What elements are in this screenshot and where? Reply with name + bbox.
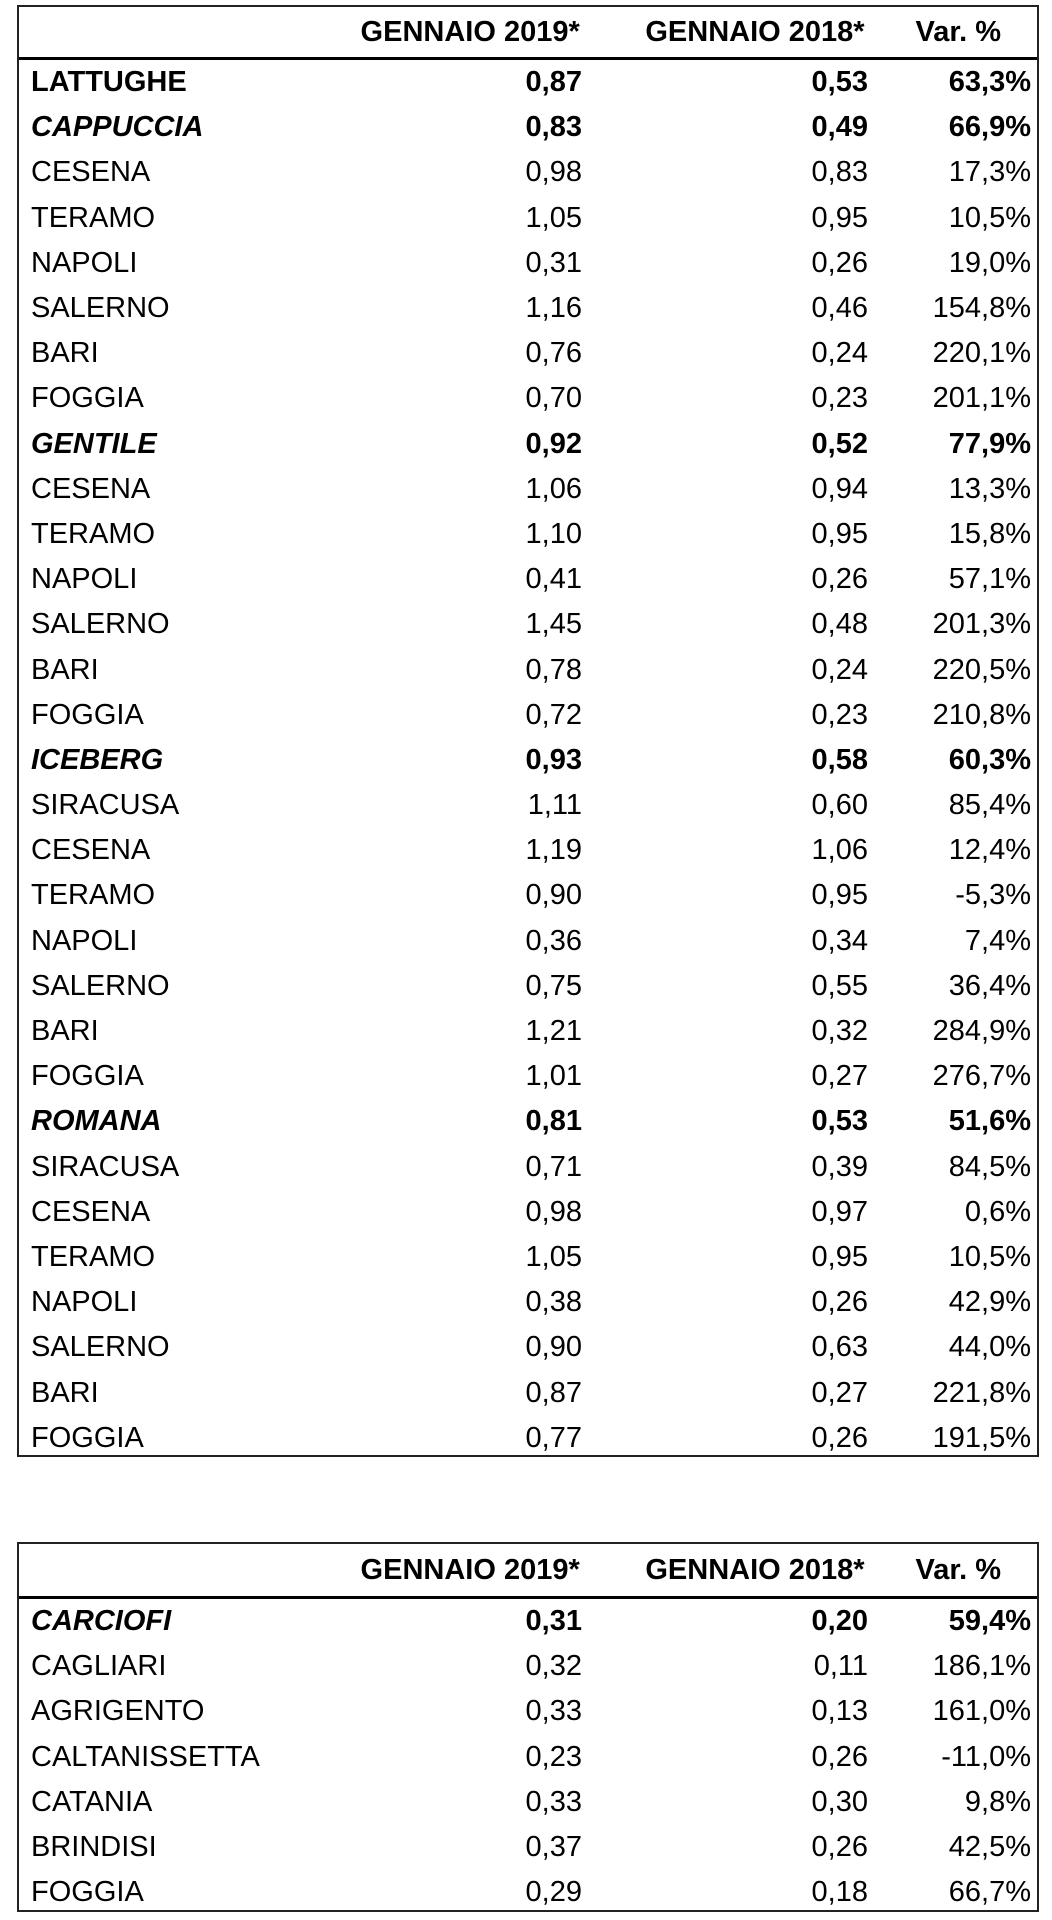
value-2018-cell: 0,34 [811,924,868,957]
var-percent-cell: 51,6% [948,1105,1031,1138]
value-2018-cell: 0,27 [811,1376,868,1409]
var-percent-cell: 221,8% [932,1376,1031,1409]
row-name-cell: SIRACUSA [31,1150,180,1183]
header-gennaio-2018: GENNAIO 2018* [645,1553,865,1586]
row-name-cell: FOGGIA [31,382,144,415]
table-row [19,376,1037,421]
value-2019-cell: 0,38 [525,1286,582,1319]
value-2019-cell: 0,83 [525,111,582,144]
value-2019-cell: 1,05 [525,1240,582,1273]
row-name-cell: FOGGIA [31,1060,144,1093]
var-percent-cell: 161,0% [932,1695,1031,1728]
value-2019-cell: 1,10 [525,517,582,550]
value-2019-cell: 0,76 [525,337,582,370]
var-percent-cell: 10,5% [948,201,1031,234]
var-percent-cell: 201,1% [932,382,1031,415]
value-2018-cell: 0,49 [811,111,868,144]
value-2018-cell: 0,26 [811,1831,868,1864]
value-2019-cell: 1,06 [525,472,582,505]
value-2019-cell: 0,98 [525,156,582,189]
row-name-cell: CAPPUCCIA [31,111,204,144]
value-2018-cell: 0,23 [811,382,868,415]
row-name-cell: NAPOLI [31,924,138,957]
value-2018-cell: 0,26 [811,1740,868,1773]
table-row-category [19,60,1037,105]
value-2019-cell: 1,16 [525,292,582,325]
value-2019-cell: 0,87 [525,66,582,99]
header-gennaio-2019: GENNAIO 2019* [360,1553,580,1586]
value-2018-cell: 0,32 [811,1015,868,1048]
var-percent-cell: 276,7% [932,1060,1031,1093]
table-row [19,693,1037,738]
value-2019-cell: 1,45 [525,608,582,641]
row-name-cell: SALERNO [31,608,170,641]
value-2018-cell: 0,18 [811,1876,868,1909]
value-2019-cell: 0,36 [525,924,582,957]
row-name-cell: CAGLIARI [31,1650,167,1683]
value-2019-cell: 0,72 [525,698,582,731]
table-row [19,828,1037,873]
value-2018-cell: 0,30 [811,1785,868,1818]
row-name-cell: CARCIOFI [31,1605,172,1638]
value-2018-cell: 0,24 [811,337,868,370]
value-2018-cell: 0,97 [811,1195,868,1228]
row-name-cell: TERAMO [31,201,156,234]
row-name-cell: NAPOLI [31,1286,138,1319]
table-row-category [19,105,1037,150]
value-2019-cell: 0,77 [525,1421,582,1454]
row-name-cell: CESENA [31,472,151,505]
table-row-category [19,738,1037,783]
table-row [19,1145,1037,1190]
row-name-cell: CATANIA [31,1785,153,1818]
row-name-cell: ICEBERG [31,743,164,776]
value-2018-cell: 0,95 [811,201,868,234]
row-name-cell: SALERNO [31,292,170,325]
table-header [19,1544,1037,1599]
value-2018-cell: 0,60 [811,789,868,822]
row-name-cell: TERAMO [31,1240,156,1273]
row-name-cell: AGRIGENTO [31,1695,205,1728]
header-var-percent: Var. % [915,1553,1002,1586]
value-2018-cell: 0,83 [811,156,868,189]
var-percent-cell: 186,1% [932,1650,1031,1683]
row-name-cell: TERAMO [31,879,156,912]
value-2019-cell: 0,37 [525,1831,582,1864]
table-row [19,1009,1037,1054]
var-percent-cell: 9,8% [964,1785,1031,1818]
value-2019-cell: 0,70 [525,382,582,415]
header-gennaio-2018: GENNAIO 2018* [645,15,865,48]
var-percent-cell: 42,5% [948,1831,1031,1864]
var-percent-cell: 77,9% [948,427,1031,460]
value-2019-cell: 0,32 [525,1650,582,1683]
value-2019-cell: 0,87 [525,1376,582,1409]
value-2019-cell: 0,90 [525,1331,582,1364]
table-row [19,873,1037,918]
value-2018-cell: 0,26 [811,1421,868,1454]
value-2018-cell: 0,53 [811,1105,868,1138]
table-row [19,602,1037,647]
value-2019-cell: 1,01 [525,1060,582,1093]
row-name-cell: SIRACUSA [31,789,180,822]
value-2018-cell: 0,26 [811,1286,868,1319]
table-row [19,331,1037,376]
row-name-cell: ROMANA [31,1105,162,1138]
table-row [19,196,1037,241]
value-2018-cell: 0,95 [811,879,868,912]
var-percent-cell: 0,6% [964,1195,1031,1228]
table-row [19,1644,1037,1689]
row-name-cell: CESENA [31,1195,151,1228]
var-percent-cell: 36,4% [948,969,1031,1002]
table-row [19,1235,1037,1280]
value-2019-cell: 0,93 [525,743,582,776]
value-2019-cell: 0,31 [525,246,582,279]
value-2018-cell: 1,06 [811,834,868,867]
value-2018-cell: 0,94 [811,472,868,505]
value-2019-cell: 0,71 [525,1150,582,1183]
value-2018-cell: 0,58 [811,743,868,776]
table-row [19,919,1037,964]
var-percent-cell: 220,5% [932,653,1031,686]
header-var-percent: Var. % [915,15,1002,48]
table-row [19,1416,1037,1461]
table-row [19,1054,1037,1099]
row-name-cell: CESENA [31,834,151,867]
table-row [19,1870,1037,1915]
table-row [19,1735,1037,1780]
value-2019-cell: 1,19 [525,834,582,867]
table-row [19,1780,1037,1825]
table-row [19,1689,1037,1734]
value-2018-cell: 0,20 [811,1605,868,1638]
value-2018-cell: 0,13 [811,1695,868,1728]
row-name-cell: LATTUGHE [31,66,187,99]
row-name-cell: BARI [31,1015,99,1048]
var-percent-cell: 220,1% [932,337,1031,370]
var-percent-cell: 63,3% [948,66,1031,99]
table-row [19,512,1037,557]
header-gennaio-2019: GENNAIO 2019* [360,15,580,48]
table-row-category [19,1099,1037,1144]
table-row [19,1280,1037,1325]
value-2018-cell: 0,39 [811,1150,868,1183]
value-2019-cell: 0,98 [525,1195,582,1228]
value-2018-cell: 0,46 [811,292,868,325]
var-percent-cell: 84,5% [948,1150,1031,1183]
var-percent-cell: 60,3% [948,743,1031,776]
table-row [19,1825,1037,1870]
row-name-cell: FOGGIA [31,1876,144,1909]
table-row-category [19,422,1037,467]
var-percent-cell: 19,0% [948,246,1031,279]
row-name-cell: BARI [31,337,99,370]
row-name-cell: SALERNO [31,1331,170,1364]
value-2018-cell: 0,53 [811,66,868,99]
table-row-category [19,1599,1037,1644]
price-table-carciofi [17,1542,1039,1912]
table-row [19,1370,1037,1415]
value-2018-cell: 0,55 [811,969,868,1002]
value-2018-cell: 0,95 [811,1240,868,1273]
var-percent-cell: 284,9% [932,1015,1031,1048]
value-2018-cell: 0,26 [811,563,868,596]
value-2019-cell: 0,78 [525,653,582,686]
table-row [19,241,1037,286]
table-header [19,7,1037,60]
var-percent-cell: 154,8% [932,292,1031,325]
var-percent-cell: 85,4% [948,789,1031,822]
value-2019-cell: 1,21 [525,1015,582,1048]
var-percent-cell: 59,4% [948,1605,1031,1638]
table-row [19,150,1037,195]
value-2019-cell: 0,92 [525,427,582,460]
table-row [19,964,1037,1009]
var-percent-cell: 15,8% [948,517,1031,550]
var-percent-cell: 42,9% [948,1286,1031,1319]
var-percent-cell: 191,5% [932,1421,1031,1454]
value-2019-cell: 1,05 [525,201,582,234]
var-percent-cell: 66,9% [948,111,1031,144]
var-percent-cell: 12,4% [948,834,1031,867]
table-body [19,1599,1037,1915]
row-name-cell: FOGGIA [31,1421,144,1454]
var-percent-cell: 13,3% [948,472,1031,505]
value-2019-cell: 0,41 [525,563,582,596]
table-row [19,286,1037,331]
table-body [19,60,1037,1461]
var-percent-cell: -11,0% [941,1740,1031,1773]
var-percent-cell: 57,1% [948,563,1031,596]
value-2019-cell: 0,90 [525,879,582,912]
row-name-cell: SALERNO [31,969,170,1002]
row-name-cell: TERAMO [31,517,156,550]
row-name-cell: FOGGIA [31,698,144,731]
value-2019-cell: 0,75 [525,969,582,1002]
var-percent-cell: 201,3% [932,608,1031,641]
value-2019-cell: 0,33 [525,1785,582,1818]
value-2018-cell: 0,11 [813,1650,868,1683]
var-percent-cell: 17,3% [948,156,1031,189]
value-2018-cell: 0,52 [811,427,868,460]
value-2018-cell: 0,23 [811,698,868,731]
var-percent-cell: 210,8% [932,698,1031,731]
value-2019-cell: 0,23 [525,1740,582,1773]
table-row [19,647,1037,692]
row-name-cell: BARI [31,653,99,686]
table-row [19,1325,1037,1370]
value-2019-cell: 1,11 [527,789,582,822]
value-2018-cell: 0,26 [811,246,868,279]
row-name-cell: BRINDISI [31,1831,157,1864]
table-row [19,783,1037,828]
var-percent-cell: 10,5% [948,1240,1031,1273]
row-name-cell: NAPOLI [31,246,138,279]
value-2018-cell: 0,48 [811,608,868,641]
value-2019-cell: 0,33 [525,1695,582,1728]
table-row [19,1190,1037,1235]
price-table-lattughe [17,5,1039,1457]
value-2019-cell: 0,81 [525,1105,582,1138]
value-2018-cell: 0,27 [811,1060,868,1093]
table-row [19,557,1037,602]
value-2019-cell: 0,31 [525,1605,582,1638]
value-2018-cell: 0,95 [811,517,868,550]
row-name-cell: NAPOLI [31,563,138,596]
row-name-cell: CESENA [31,156,151,189]
value-2018-cell: 0,24 [811,653,868,686]
var-percent-cell: -5,3% [955,879,1031,912]
value-2019-cell: 0,29 [525,1876,582,1909]
var-percent-cell: 66,7% [948,1876,1031,1909]
row-name-cell: GENTILE [31,427,157,460]
row-name-cell: BARI [31,1376,99,1409]
var-percent-cell: 44,0% [948,1331,1031,1364]
table-row [19,467,1037,512]
row-name-cell: CALTANISSETTA [31,1740,260,1773]
var-percent-cell: 7,4% [964,924,1031,957]
value-2018-cell: 0,63 [811,1331,868,1364]
